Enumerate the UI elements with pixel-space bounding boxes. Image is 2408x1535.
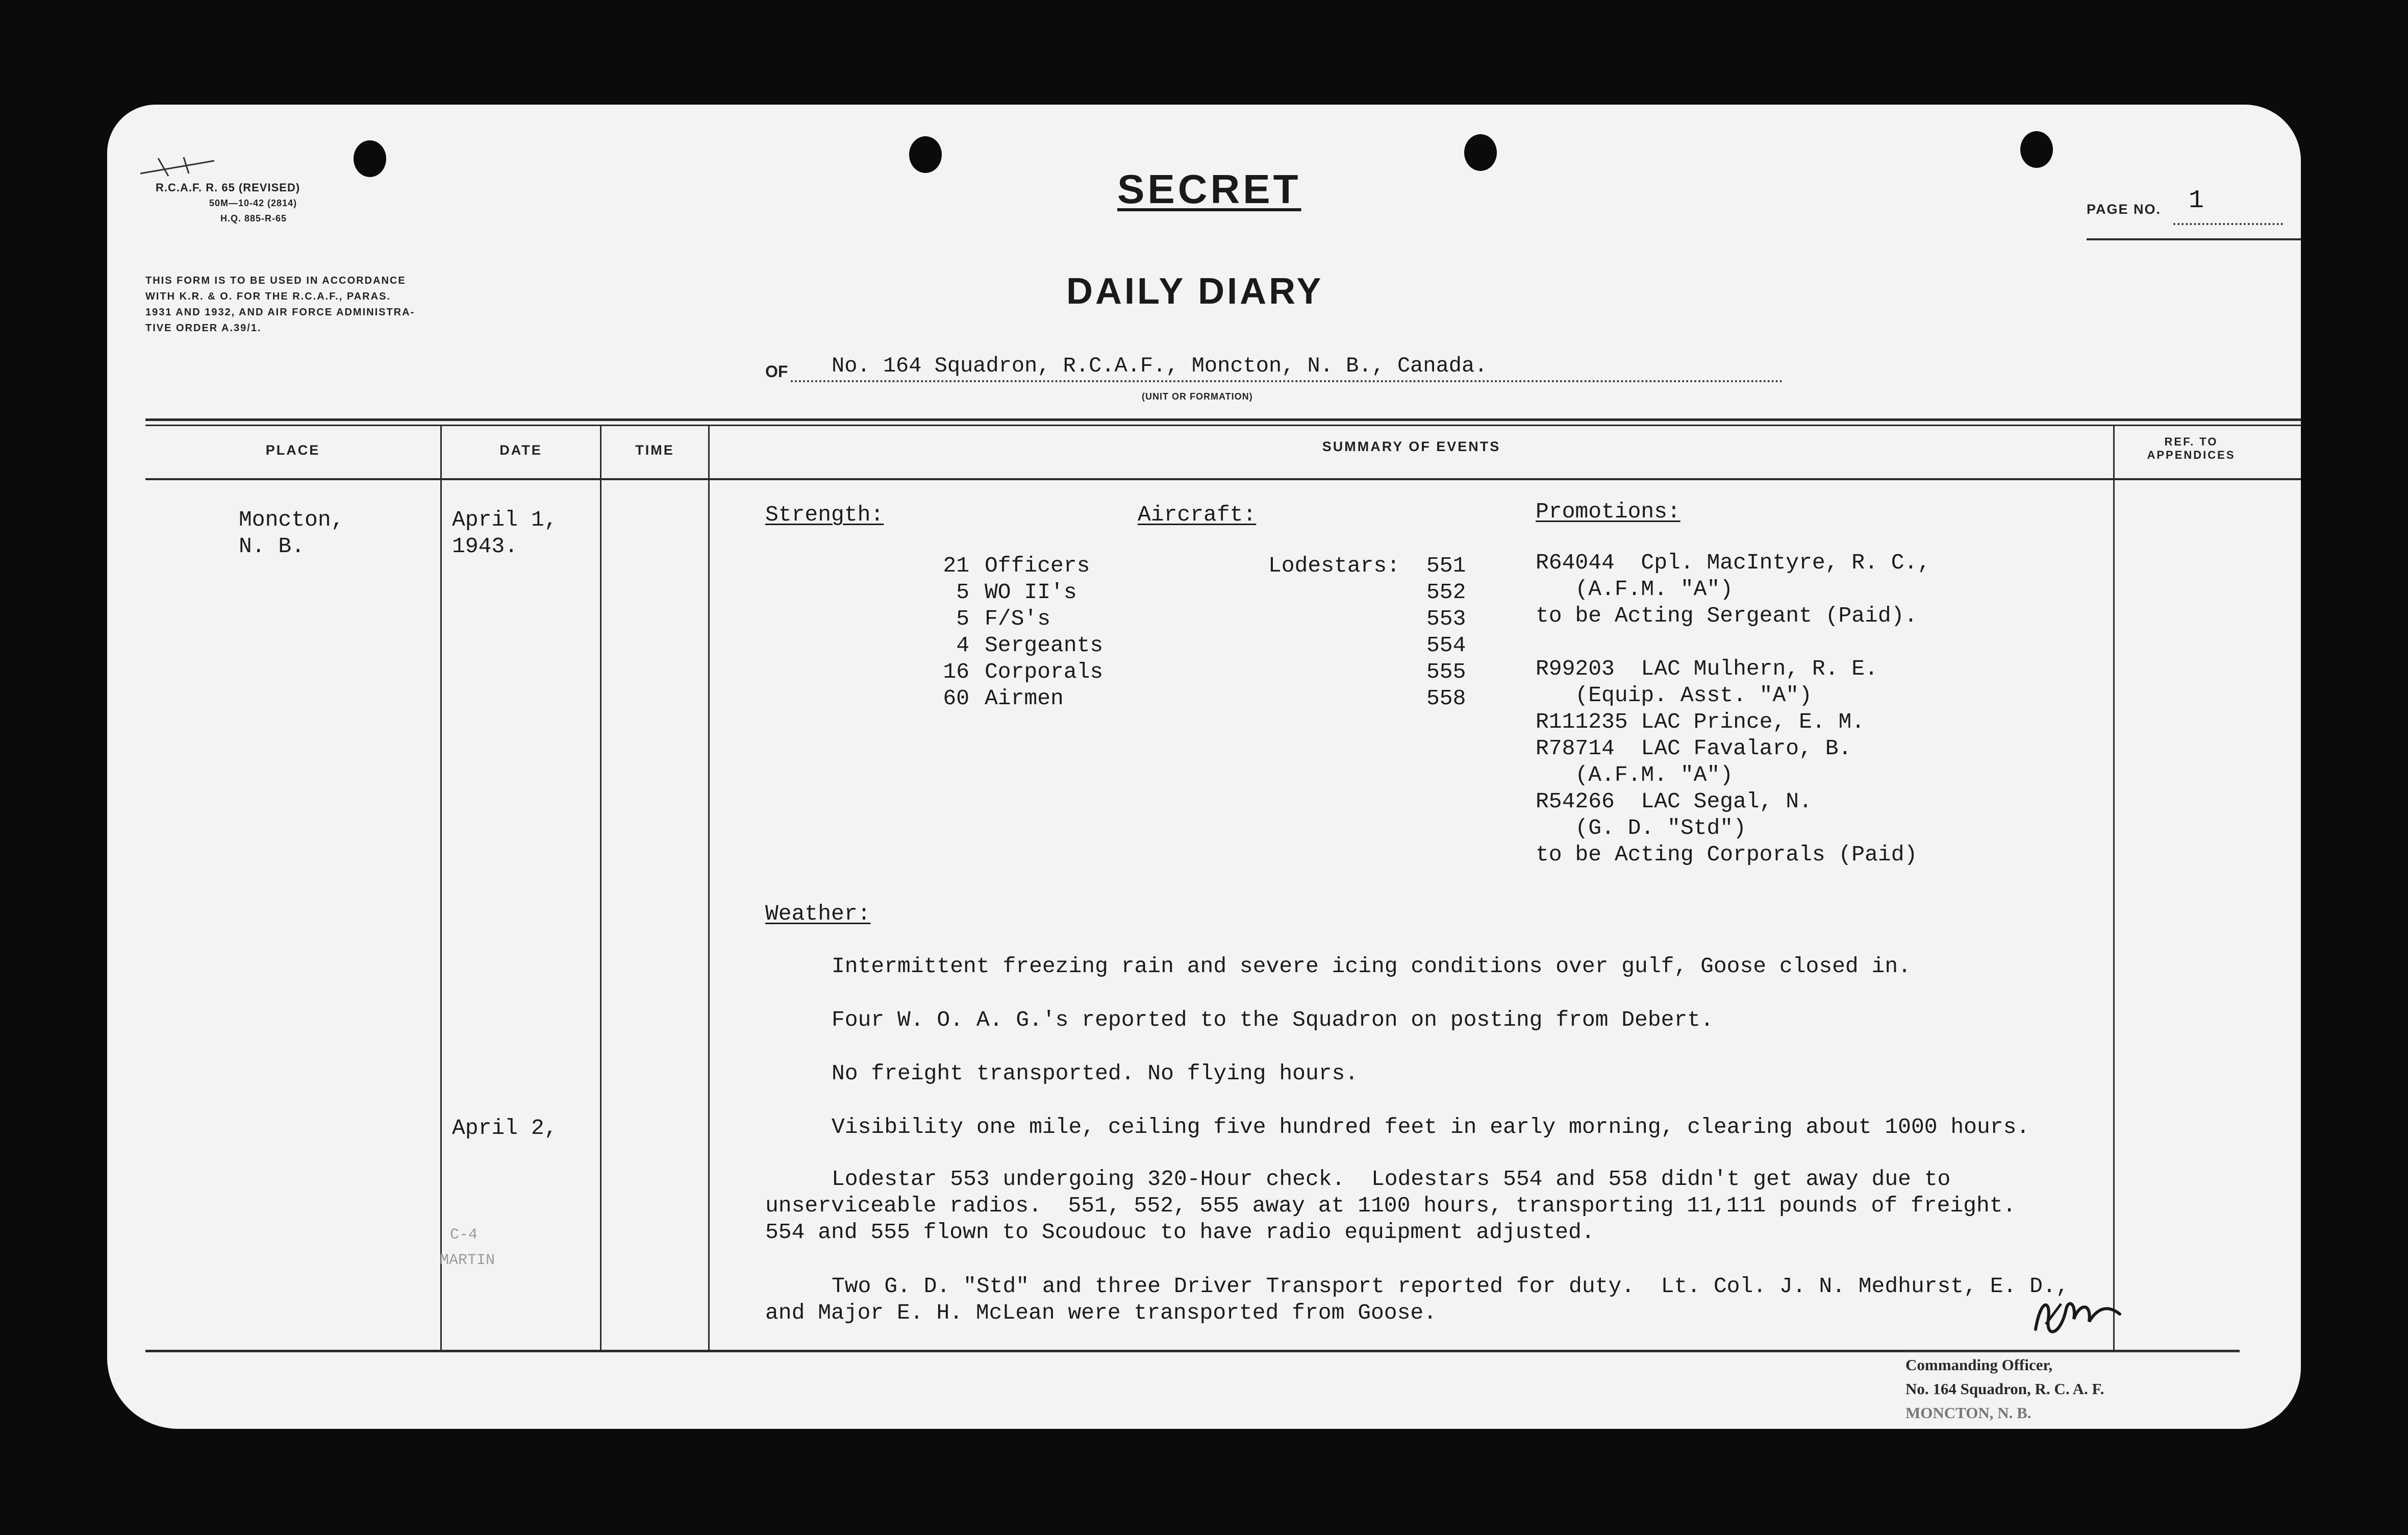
promotion-line: (A.F.M. "A") [1536,577,1734,602]
lodestar-paragraph-line: 554 and 555 flown to Scoudouc to have radio equipment adjusted. [765,1220,1595,1245]
strength-number: 16 [943,659,969,684]
promotions-heading: Promotions: [1536,499,1680,524]
date-line: April 1, [452,507,558,532]
page-number: 1 [2189,186,2204,215]
aircraft-heading: Aircraft: [1138,502,1257,527]
form-note-line: THIS FORM IS TO BE USED IN ACCORDANCE [145,275,406,286]
promotion-line: R111235 LAC Prince, E. M. [1536,709,1865,734]
promotion-line: (Equip. Asst. "A") [1536,683,1812,708]
date-line: 1943. [452,534,518,559]
aircraft-number: 558 [1426,686,1466,711]
punch-hole [1464,134,1497,171]
column-header-time: TIME [635,442,674,458]
punch-hole [2020,131,2053,168]
aircraft-type-label: Lodestars: [1268,553,1400,578]
form-id-line: 50M—10-42 (2814) [209,198,297,208]
promotion-line: to be Acting Sergeant (Paid). [1536,603,1918,628]
strength-number: 21 [943,553,969,578]
table-header-rule [145,478,2301,480]
signature-unit: No. 164 Squadron, R. C. A. F. [1905,1380,2104,1398]
summary-paragraph: Intermittent freezing rain and severe icing conditions over gulf, Goose closed in. [832,954,1911,979]
form-note-line: WITH K.R. & O. FOR THE R.C.A.F., PARAS. [145,291,391,302]
promotion-line: R78714 LAC Favalaro, B. [1536,736,1852,761]
form-id-line: H.Q. 885-R-65 [220,213,287,224]
column-header-summary: SUMMARY OF EVENTS [1322,439,1501,454]
promotion-line: (G. D. "Std") [1536,815,1746,840]
promotion-line: R64044 Cpl. MacIntyre, R. C., [1536,550,1931,575]
strength-number: 5 [956,606,969,631]
summary-paragraph: No freight transported. No flying hours. [832,1061,1359,1086]
aircraft-number: 555 [1426,659,1466,684]
unit-caption: (UNIT OR FORMATION) [1142,391,1253,402]
page-number-rule [2173,223,2283,225]
column-header-ref: REF. TO [2164,435,2218,448]
stamp-mark-icon [138,153,219,184]
transport-paragraph-line: and Major E. H. McLean were transported from Goose. [765,1300,1437,1325]
column-header-place: PLACE [265,442,320,458]
strength-label: Airmen [985,686,1064,711]
form-note-line: TIVE ORDER A.39/1. [145,323,262,334]
weather-heading: Weather: [765,901,871,926]
classification-heading: SECRET [1117,166,1301,212]
strength-label: Sergeants [985,633,1103,658]
signature-location: MONCTON, N. B. [1905,1404,2031,1422]
faded-mark: C-4 [450,1226,478,1244]
summary-paragraph: Four W. O. A. G.'s reported to the Squadron on posting from Debert. [832,1007,1714,1032]
punch-hole [354,140,386,177]
date-line: April 2, [452,1116,558,1141]
strength-number: 5 [956,580,969,605]
place-line: N. B. [239,534,305,559]
page-number-label: PAGE NO. [2087,202,2162,217]
strength-heading: Strength: [765,502,884,527]
summary-paragraph: Visibility one mile, ceiling five hundred feet in early morning, clearing about 1000 hours. [832,1115,2030,1140]
diary-form [107,105,2301,1429]
place-line: Moncton, [239,507,344,532]
header-rule [2087,238,2301,240]
aircraft-number: 551 [1426,553,1466,578]
column-header-ref: APPENDICES [2147,449,2236,461]
strength-label: F/S's [985,606,1051,631]
column-divider [440,426,442,1351]
signature-icon [2030,1289,2127,1340]
unit-name: No. 164 Squadron, R.C.A.F., Moncton, N. B., Canada. [832,354,1488,378]
faded-mark: MARTIN [440,1252,495,1269]
strength-label: Corporals [985,659,1103,684]
column-divider [600,426,601,1351]
promotion-line: R99203 LAC Mulhern, R. E. [1536,656,1878,681]
aircraft-number: 552 [1426,580,1466,605]
form-id-line: R.C.A.F. R. 65 (REVISED) [156,181,300,194]
unit-of-label: OF [765,362,788,381]
form-note-line: 1931 AND 1932, AND AIR FORCE ADMINISTRA- [145,307,415,318]
signature-rule [1903,1351,2240,1352]
strength-number: 60 [943,686,969,711]
strength-label: WO II's [985,580,1077,605]
strength-label: Officers [985,553,1090,578]
punch-hole [909,136,942,173]
transport-paragraph-line: Two G. D. "Std" and three Driver Transport reported for duty. Lt. Col. J. N. Medhurst, E. D., [832,1274,2069,1299]
unit-rule [791,380,1783,382]
page-title: DAILY DIARY [1066,271,1324,312]
column-divider [708,426,710,1351]
promotion-line: R54266 LAC Segal, N. [1536,789,1812,814]
signature-title: Commanding Officer, [1905,1356,2053,1374]
lodestar-paragraph-line: unserviceable radios. 551, 552, 555 away at 1100 hours, transporting 11,111 pounds of freight. [765,1193,2016,1218]
aircraft-number: 554 [1426,633,1466,658]
column-header-date: DATE [499,442,542,458]
promotion-line: (A.F.M. "A") [1536,762,1734,787]
aircraft-number: 553 [1426,606,1466,631]
table-top-rule [145,425,2301,426]
promotion-line: to be Acting Corporals (Paid) [1536,842,1918,867]
strength-number: 4 [956,633,969,658]
column-divider [2113,426,2115,1351]
lodestar-paragraph-line: Lodestar 553 undergoing 320-Hour check. Lodestars 554 and 558 didn't get away due to [832,1167,1951,1192]
table-top-rule [145,418,2301,421]
